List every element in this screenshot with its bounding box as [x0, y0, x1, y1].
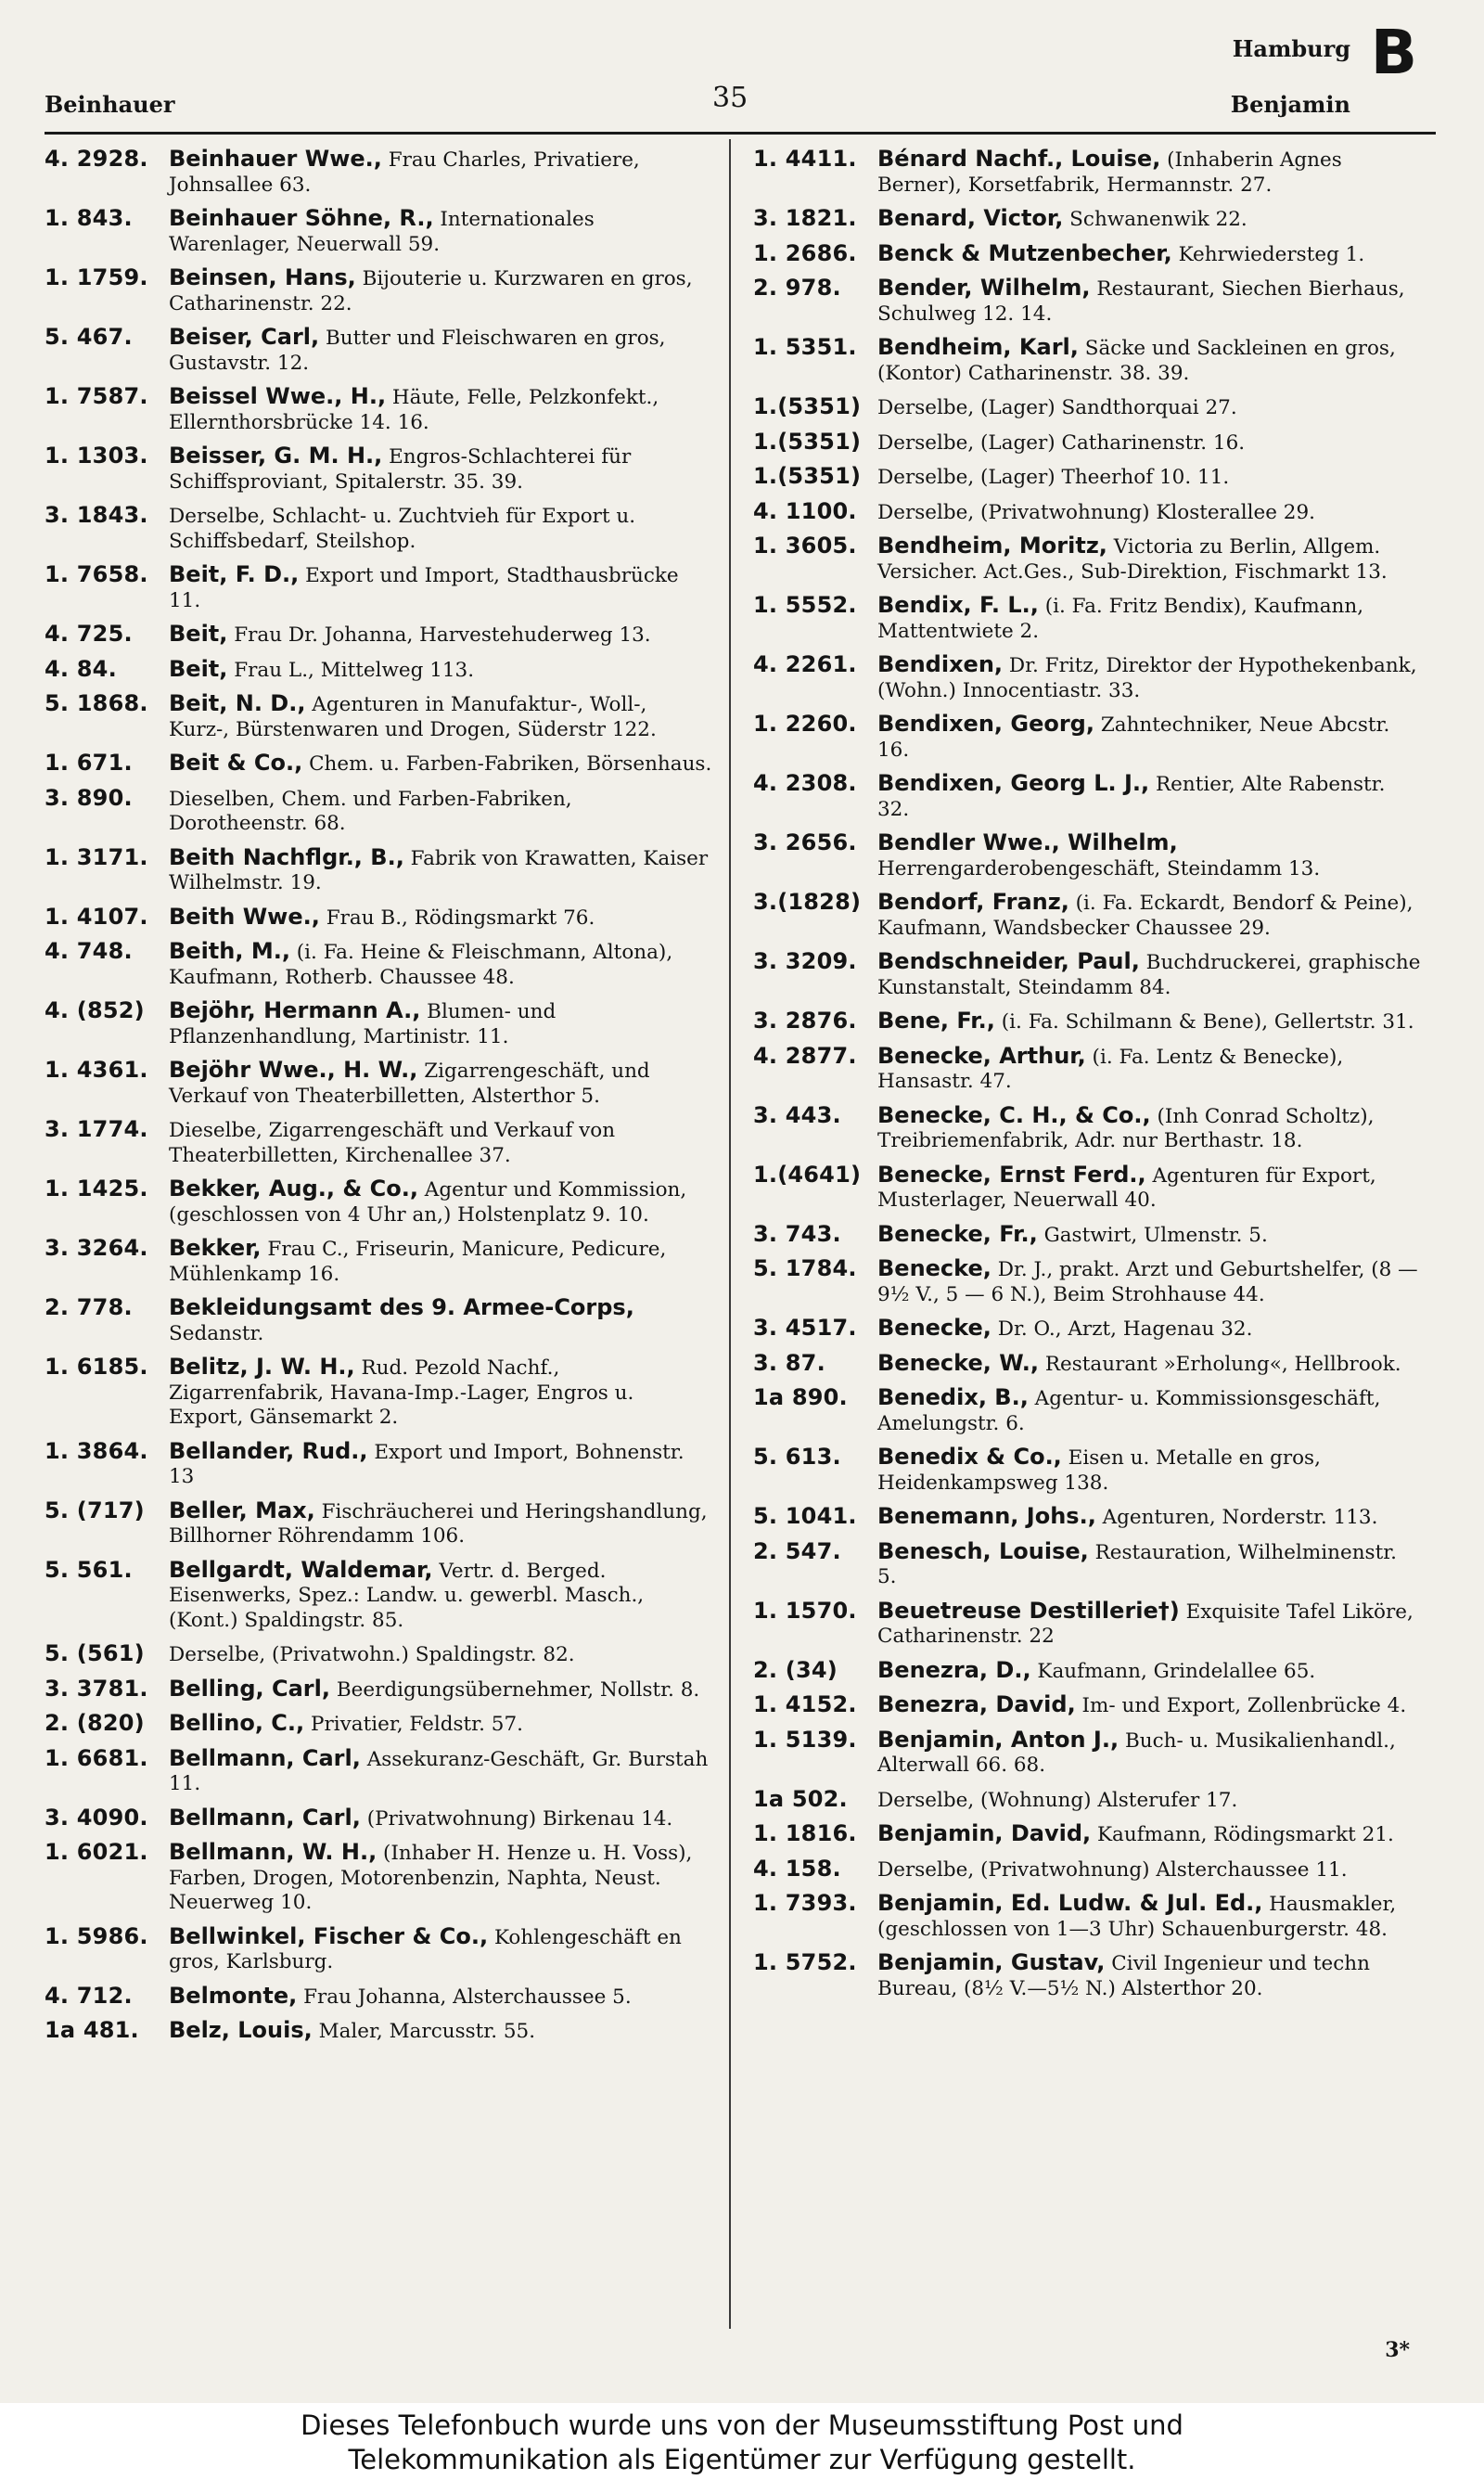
listing-entry [45, 147, 712, 198]
phone-number: 1. 4107. [45, 903, 148, 930]
phone-number: 1. 1303. [45, 443, 148, 469]
subscriber-details: Privatier, Feldstr. 57. [304, 1713, 523, 1736]
subscriber-name: Benecke, [877, 1315, 991, 1341]
listing-entry [45, 1236, 712, 1287]
subscriber-details: Herrengarderobengeschäft, Steindamm 13. [877, 856, 1321, 880]
subscriber-name: Belz, Louis, [169, 2017, 313, 2043]
subscriber-details: Derselbe, (Privatwohn.) Spaldingstr. 82. [169, 1643, 575, 1666]
subscriber-name: Benesch, Louise, [877, 1537, 1089, 1564]
column-divider [729, 139, 731, 2329]
subscriber-name: Bekleidungsamt des 9. Armee-Corps, [169, 1294, 634, 1320]
subscriber-details: Schwanenwik 22. [1063, 208, 1247, 231]
listing-entry [753, 652, 1421, 703]
subscriber-name: Bekker, Aug., & Co., [169, 1176, 418, 1201]
subscriber-details: Maler, Marcusstr. 55. [312, 2020, 536, 2043]
phone-number: 3. 4090. [45, 1804, 148, 1831]
subscriber-name: Benedix & Co., [877, 1444, 1062, 1470]
subscriber-details: Restaurant »Erholung«, Hellbrook. [1038, 1352, 1401, 1376]
listing-entry [753, 1009, 1421, 1035]
phone-number: 1. 5552. [753, 592, 857, 618]
phone-number: 1. 2260. [753, 711, 857, 737]
subscriber-name: Beinhauer Söhne, R., [169, 205, 434, 231]
subscriber-name: Beit, [169, 621, 228, 647]
listing-entry [45, 1058, 712, 1109]
listing-entry [753, 1599, 1421, 1650]
subscriber-name: Beith Wwe., [169, 903, 320, 930]
listing-entry [45, 1439, 712, 1490]
subscriber-details: Blumen- und Pflanzenhandlung, Martinistr. 11. [169, 1000, 556, 1048]
phone-number: 5. 1868. [45, 690, 148, 716]
phone-number: 4. 2877. [753, 1042, 857, 1069]
right-column [753, 147, 1421, 2010]
phone-number: 2. (34) [753, 1656, 838, 1683]
listing-entry [45, 1711, 712, 1738]
subscriber-name: Benecke, Ernst Ferd., [877, 1161, 1146, 1188]
subscriber-name: Bene, Fr., [877, 1008, 995, 1034]
listing-entry [45, 786, 712, 837]
listing-entry [753, 593, 1421, 644]
subscriber-details: Export und Import, Stadthausbrücke 11. [169, 564, 679, 612]
subscriber-name: Beit, [169, 655, 228, 682]
subscriber-details: Agentur- u. Kommissionsgeschäft, Amelungstr. 6. [877, 1387, 1381, 1435]
listing-entry [45, 691, 712, 742]
subscriber-details: Butter und Fleischwaren en gros, Gustavstr. 12. [169, 327, 666, 375]
listing-entry [45, 939, 712, 990]
subscriber-details: Säcke und Sackleinen en gros, (Kontor) Catharinenstr. 38. 39. [877, 337, 1396, 385]
subscriber-name: Benjamin, Gustav, [877, 1949, 1106, 1975]
phone-number: 1. 1759. [45, 264, 148, 290]
subscriber-details: (i. Fa. Schilmann & Bene), Gellertstr. 31. [994, 1010, 1414, 1034]
listing-entry [45, 845, 712, 896]
subscriber-details: Häute, Felle, Pelzkonfekt., Ellernthorsbrücke 14. 16. [169, 386, 659, 434]
subscriber-details: Derselbe, (Lager) Theerhof 10. 11. [877, 466, 1230, 489]
subscriber-name: Bellino, C., [169, 1710, 305, 1736]
subscriber-details: Restaurant, Siechen Bierhaus, Schulweg 12. 14. [877, 277, 1405, 326]
subscriber-details: Buchdruckerei, graphische Kunstanstalt, Steindamm 84. [877, 951, 1421, 999]
phone-number: 3. 1843. [45, 502, 148, 528]
phone-number: 4. (852) [45, 997, 145, 1023]
phone-number: 3. 3209. [753, 948, 857, 974]
phone-number: 2. (820) [45, 1710, 145, 1736]
subscriber-details: Derselbe, (Lager) Sandthorquai 27. [877, 396, 1237, 419]
subscriber-name: Benjamin, Anton J., [877, 1726, 1119, 1753]
listing-entry [45, 1498, 712, 1549]
subscriber-details: Export und Import, Bohnenstr. 13 [169, 1440, 684, 1488]
subscriber-name: Bendler Wwe., Wilhelm, [877, 829, 1178, 855]
header-letter: B [1370, 17, 1417, 88]
subscriber-details: Fischräucherei und Heringshandlung, Billhorner Röhrendamm 106. [169, 1499, 708, 1548]
phone-number: 1. 5139. [753, 1726, 857, 1753]
subscriber-details: Derselbe, (Privatwohnung) Klosterallee 29. [877, 500, 1315, 524]
subscriber-details: (Inhaber H. Henze u. H. Voss), Farben, Drogen, Motorenbenzin, Naphta, Neust. Neuerweg 10. [169, 1842, 693, 1914]
phone-number: 1. 3171. [45, 843, 148, 870]
listing-entry [753, 1787, 1421, 1814]
subscriber-name: Bellander, Rud., [169, 1437, 368, 1464]
subscriber-name: Bendixen, Georg, [877, 711, 1094, 737]
subscriber-name: Benecke, Arthur, [877, 1042, 1086, 1069]
subscriber-name: Benjamin, Ed. Ludw. & Jul. Ed., [877, 1890, 1263, 1916]
listing-entry [45, 622, 712, 649]
listing-entry [45, 562, 712, 613]
subscriber-name: Beit, N. D., [169, 690, 306, 716]
subscriber-name: Bendschneider, Paul, [877, 948, 1140, 974]
page-header [45, 17, 1436, 128]
subscriber-details: Agenturen in Manufaktur-, Woll-, Kurz-, Bürstenwaren und Drogen, Süderstr 122. [169, 693, 657, 741]
subscriber-details: Derselbe, (Lager) Catharinenstr. 16. [877, 430, 1246, 455]
listing-entry [753, 1692, 1421, 1719]
subscriber-details: Sedanstr. [169, 1321, 264, 1345]
subscriber-name: Bellmann, W. H., [169, 1839, 377, 1865]
phone-number: 3. 2656. [753, 829, 857, 855]
listing-entry [753, 464, 1421, 491]
listing-entry [753, 241, 1421, 268]
phone-number: 4. 748. [45, 938, 133, 964]
listing-entry [45, 905, 712, 932]
phone-number: 1. 6021. [45, 1839, 148, 1865]
subscriber-details: Im- und Export, Zollenbrücke 4. [1075, 1694, 1407, 1717]
subscriber-details: Assekuranz-Geschäft, Gr. Burstah 11. [169, 1747, 709, 1795]
listing-entry [45, 998, 712, 1049]
phone-number: 3. 890. [45, 784, 133, 811]
subscriber-details: Agenturen, Norderstr. 113. [1095, 1506, 1378, 1529]
subscriber-details: Dieselbe, Zigarrengeschäft und Verkauf von Theaterbilletten, Kirchenallee 37. [169, 1119, 616, 1167]
subscriber-details: Frau C., Friseurin, Manicure, Pedicure, Mühlenkamp 16. [169, 1238, 667, 1286]
subscriber-details: Victoria zu Berlin, Allgem. Versicher. Act.Ges., Sub-Direktion, Fischmarkt 13. [877, 535, 1388, 584]
phone-number: 3. 1774. [45, 1116, 148, 1142]
subscriber-details: Agenturen für Export, Musterlager, Neuerwall 40. [877, 1163, 1376, 1212]
subscriber-name: Bellwinkel, Fischer & Co., [169, 1922, 489, 1949]
listing-entry [45, 1558, 712, 1634]
listing-entry [753, 712, 1421, 763]
phone-number: 4. 2261. [753, 651, 857, 677]
listing-entry [753, 771, 1421, 822]
phone-number: 1. 5351. [753, 334, 857, 360]
listing-entry [753, 206, 1421, 233]
phone-number: 4. 1100. [753, 497, 857, 524]
subscriber-details: (i. Fa. Eckardt, Bendorf & Peine), Kaufmann, Wandsbecker Chaussee 29. [877, 892, 1414, 940]
subscriber-details: Rud. Pezold Nachf., Zigarrenfabrik, Havana-Imp.-Lager, Engros u. Export, Gänsemarkt 2. [169, 1356, 634, 1429]
subscriber-name: Beit & Co., [169, 750, 303, 776]
listing-entry [753, 335, 1421, 386]
listing-entry [753, 1351, 1421, 1378]
phone-number: 2. 547. [753, 1537, 841, 1564]
attribution-line-2: Telekommunikation als Eigentümer zur Verfügung gestellt. [348, 2444, 1136, 2475]
listing-entry [753, 1163, 1421, 1214]
subscriber-name: Bellgardt, Waldemar, [169, 1556, 433, 1583]
listing-entry [753, 1256, 1421, 1307]
listing-entry [45, 1924, 712, 1975]
subscriber-name: Benard, Victor, [877, 205, 1064, 231]
header-left-keyword: Beinhauer [45, 91, 175, 118]
subscriber-details: Vertr. d. Berged. Eisenwerks, Spez.: Landw. u. gewerbl. Masch., (Kont.) Spaldingstr. 85. [169, 1559, 645, 1632]
subscriber-details: Derselbe, Schlacht- u. Zuchtvieh für Export u. Schiffsbedarf, Steilshop. [169, 505, 636, 553]
listing-entry [753, 147, 1421, 198]
phone-number: 1.(4641) [753, 1161, 862, 1188]
listing-entry [753, 499, 1421, 526]
listing-entry [753, 430, 1421, 456]
listing-entry [45, 1746, 712, 1797]
phone-number: 4. 725. [45, 621, 133, 647]
phone-number: 1. 7658. [45, 561, 148, 587]
subscriber-name: Benezra, D., [877, 1656, 1031, 1683]
listing-entry [753, 1857, 1421, 1883]
subscriber-name: Benjamin, David, [877, 1820, 1092, 1846]
listing-entry [45, 751, 712, 777]
subscriber-name: Bénard Nachf., Louise, [877, 146, 1161, 172]
subscriber-name: Beissel Wwe., H., [169, 383, 387, 409]
subscriber-details: Dr. J., prakt. Arzt und Geburtshelfer, (8 — 9½ V., 5 — 6 N.), Beim Strohhause 44. [877, 1258, 1418, 1306]
subscriber-name: Bekker, [169, 1235, 262, 1261]
left-column [45, 147, 712, 2053]
subscriber-name: Benecke, W., [877, 1349, 1039, 1376]
subscriber-details: Kehrwiedersteg 1. [1171, 242, 1365, 266]
subscriber-details: Frau Charles, Privatiere, Johnsallee 63. [169, 148, 640, 197]
subscriber-name: Beisser, G. M. H., [169, 443, 383, 469]
subscriber-details: Agentur und Kommission, (geschlossen von 4 Uhr an,) Holstenplatz 9. 10. [169, 1178, 687, 1227]
listing-entry [45, 1117, 712, 1168]
listing-entry [45, 1840, 712, 1916]
subscriber-name: Benemann, Johs., [877, 1503, 1096, 1529]
subscriber-details: (Inh Conrad Scholtz), Treibriemenfabrik, Adr. nur Berthastr. 18. [877, 1104, 1375, 1152]
listing-entry [45, 2018, 712, 2045]
subscriber-details: Frau Johanna, Alsterchaussee 5. [297, 1985, 632, 2009]
subscriber-details: (Inhaberin Agnes Berner), Korsetfabrik, Hermannstr. 27. [877, 148, 1342, 197]
phone-number: 3. 87. [753, 1349, 825, 1376]
phone-number: 5. 561. [45, 1556, 133, 1583]
subscriber-details: Fabrik von Krawatten, Kaiser Wilhelmstr. 19. [169, 846, 709, 894]
listing-entry [753, 1044, 1421, 1095]
phone-number: 5. 613. [753, 1444, 841, 1470]
phone-number: 1.(5351) [753, 393, 862, 419]
listing-entry [753, 394, 1421, 421]
subscriber-details: Dr. Fritz, Direktor der Hypothekenbank, (Wohn.) Innocentiastr. 33. [877, 654, 1417, 702]
phone-number: 5. 467. [45, 324, 133, 350]
listing-entry [45, 503, 712, 554]
listing-entry [753, 1539, 1421, 1590]
phone-number: 1. 5752. [753, 1949, 857, 1975]
phone-number: 4. 84. [45, 655, 117, 682]
subscriber-details: Engros-Schlachterei für Schiffsproviant, Spitalerstr. 35. 39. [169, 445, 632, 494]
phone-number: 3. 3264. [45, 1235, 148, 1261]
phone-number: 1. 7587. [45, 383, 148, 409]
subscriber-name: Beith Nachflgr., B., [169, 843, 404, 870]
phone-number: 1. 2686. [753, 239, 857, 266]
listing-entry [45, 325, 712, 376]
header-rule [45, 132, 1436, 135]
subscriber-details: Derselbe, (Wohnung) Alsterufer 17. [877, 1788, 1238, 1812]
listing-entry [45, 206, 712, 257]
phone-number: 1a 481. [45, 2017, 139, 2043]
subscriber-name: Benecke, [877, 1255, 991, 1281]
phone-number: 5. (561) [45, 1640, 145, 1666]
header-city: Hamburg [1232, 35, 1350, 62]
attribution-footer [0, 2403, 1484, 2480]
phone-number: 4. 2928. [45, 146, 148, 172]
phone-number: 1.(5351) [753, 463, 862, 489]
subscriber-name: Benezra, David, [877, 1691, 1076, 1717]
listing-entry [753, 533, 1421, 585]
subscriber-name: Belitz, J. W. H., [169, 1354, 355, 1380]
listing-entry [45, 1295, 712, 1346]
phone-number: 1. 3605. [753, 533, 857, 559]
subscriber-details: Dr. O., Arzt, Hagenau 32. [991, 1317, 1253, 1341]
phone-number: 4. 712. [45, 1982, 133, 2009]
phone-number: 1. 4361. [45, 1057, 148, 1083]
phone-number: 1. 6185. [45, 1354, 148, 1380]
subscriber-name: Benedix, B., [877, 1384, 1029, 1410]
phone-number: 5. (717) [45, 1497, 145, 1523]
subscriber-details: Beerdigungsübernehmer, Nollstr. 8. [329, 1677, 700, 1702]
subscriber-details: Zahntechniker, Neue Abcstr. 16. [877, 713, 1390, 762]
subscriber-details: Eisen u. Metalle en gros, Heidenkampsweg 138. [877, 1446, 1321, 1495]
subscriber-name: Beuetreuse Destillerie†) [877, 1597, 1180, 1624]
subscriber-details: Civil Ingenieur und techn Bureau, (8½ V.—5½ N.) Alsterthor 20. [877, 1952, 1370, 2000]
subscriber-name: Benck & Mutzenbecher, [877, 239, 1172, 266]
subscriber-details: Zigarrengeschäft, und Verkauf von Theaterbilletten, Alsterthor 5. [169, 1060, 650, 1108]
subscriber-details: Exquisite Tafel Liköre, Catharinenstr. 22 [877, 1600, 1414, 1648]
phone-number: 1a 890. [753, 1384, 848, 1410]
phone-number: 4. 2308. [753, 770, 857, 796]
listing-entry [45, 1677, 712, 1703]
subscriber-details: Dieselben, Chem. und Farben-Fabriken, Dorotheenstr. 68. [169, 787, 572, 835]
page-number: 35 [712, 82, 748, 114]
subscriber-details: Frau B., Rödingsmarkt 76. [319, 906, 595, 930]
phone-number: 1. 1816. [753, 1820, 857, 1846]
subscriber-details: Kaufmann, Grindelallee 65. [1030, 1659, 1316, 1683]
subscriber-details: Kaufmann, Rödingsmarkt 21. [1091, 1823, 1394, 1846]
listing-entry [753, 949, 1421, 1000]
subscriber-name: Benecke, Fr., [877, 1220, 1038, 1247]
listing-entry [753, 1504, 1421, 1531]
subscriber-name: Bendheim, Moritz, [877, 533, 1107, 559]
phone-number: 3. 743. [753, 1220, 841, 1247]
phone-number: 3. 2876. [753, 1008, 857, 1034]
subscriber-details: Bijouterie u. Kurzwaren en gros, Catharinenstr. 22. [169, 267, 693, 315]
listing-entry [45, 657, 712, 684]
listing-entry [753, 1891, 1421, 1942]
listing-entry [753, 1103, 1421, 1154]
subscriber-name: Beit, F. D., [169, 561, 300, 587]
subscriber-details: Kohlengeschäft en gros, Karlsburg. [169, 1925, 682, 1973]
listing-entry [753, 1316, 1421, 1343]
subscriber-details: Derselbe, (Privatwohnung) Alsterchaussee 11. [877, 1857, 1348, 1882]
phone-number: 2. 778. [45, 1294, 133, 1320]
subscriber-name: Bendheim, Karl, [877, 334, 1079, 360]
listing-entry [753, 890, 1421, 941]
subscriber-name: Belling, Carl, [169, 1675, 330, 1702]
listing-entry [753, 276, 1421, 327]
subscriber-name: Bendixen, [877, 651, 1004, 677]
phone-number: 3. 443. [753, 1101, 841, 1128]
subscriber-name: Bellmann, Carl, [169, 1744, 361, 1771]
listing-entry [753, 1658, 1421, 1685]
listing-entry [753, 1950, 1421, 2001]
phone-number: 1. 1570. [753, 1597, 857, 1624]
signature-mark: 3* [1385, 2338, 1410, 2362]
listing-entry [45, 443, 712, 495]
subscriber-details: Buch- u. Musikalienhandl., Alterwall 66. 68. [877, 1728, 1396, 1777]
subscriber-name: Beinsen, Hans, [169, 264, 356, 290]
subscriber-name: Bendixen, Georg L. J., [877, 770, 1150, 796]
subscriber-name: Beith, M., [169, 938, 290, 964]
subscriber-details: Frau L., Mittelweg 113. [227, 658, 475, 682]
subscriber-name: Belmonte, [169, 1982, 298, 2009]
phone-number: 3. 3781. [45, 1675, 148, 1702]
subscriber-name: Beller, Max, [169, 1497, 315, 1523]
phone-number: 1a 502. [753, 1785, 848, 1812]
listing-entry [45, 1355, 712, 1431]
subscriber-name: Bejöhr Wwe., H. W., [169, 1057, 418, 1083]
subscriber-details: Rentier, Alte Rabenstr. 32. [877, 773, 1386, 821]
phone-number: 5. 1784. [753, 1255, 857, 1281]
listing-entry [45, 1641, 712, 1668]
phone-number: 1. 1425. [45, 1176, 148, 1201]
listing-entry [753, 1222, 1421, 1249]
listing-entry [753, 1821, 1421, 1848]
subscriber-name: Benecke, C. H., & Co., [877, 1101, 1151, 1128]
listing-entry [45, 1805, 712, 1832]
phone-number: 4. 158. [753, 1855, 841, 1882]
subscriber-details: Hausmakler, (geschlossen von 1—3 Uhr) Schauenburgerstr. 48. [877, 1893, 1397, 1941]
subscriber-name: Beiser, Carl, [169, 324, 320, 350]
subscriber-name: Bellmann, Carl, [169, 1804, 361, 1831]
subscriber-details: Chem. u. Farben-Fabriken, Börsenhaus. [302, 752, 712, 776]
phone-number: 1. 843. [45, 205, 133, 231]
listing-entry [753, 1385, 1421, 1436]
subscriber-details: Frau Dr. Johanna, Harvestehuderweg 13. [227, 623, 651, 647]
subscriber-details: Restauration, Wilhelminenstr. 5. [877, 1540, 1397, 1588]
subscriber-name: Bejöhr, Hermann A., [169, 997, 421, 1023]
phone-number: 3. 4517. [753, 1315, 857, 1341]
subscriber-details: Internationales Warenlager, Neuerwall 59. [169, 208, 595, 256]
phone-number: 1. 4152. [753, 1691, 857, 1717]
attribution-line-1: Dieses Telefonbuch wurde uns von der Museumsstiftung Post und [301, 2409, 1183, 2441]
phone-number: 1. 4411. [753, 146, 857, 172]
phone-number: 1. 5986. [45, 1922, 148, 1949]
phone-number: 3. 1821. [753, 205, 857, 231]
phone-number: 2. 978. [753, 275, 841, 301]
phone-number: 1.(5351) [753, 428, 862, 455]
subscriber-name: Bendorf, Franz, [877, 889, 1069, 915]
listing-entry [45, 1176, 712, 1227]
subscriber-details: (i. Fa. Lentz & Benecke), Hansastr. 47. [877, 1045, 1344, 1093]
subscriber-name: Beinhauer Wwe., [169, 146, 382, 172]
phone-number: 5. 1041. [753, 1503, 857, 1529]
listing-entry [45, 265, 712, 316]
header-right-keyword: Benjamin [1230, 91, 1350, 118]
listing-entry [45, 384, 712, 435]
phone-number: 1. 7393. [753, 1890, 857, 1916]
subscriber-details: Gastwirt, Ulmenstr. 5. [1037, 1223, 1268, 1247]
listing-entry [45, 1984, 712, 2011]
subscriber-details: (Privatwohnung) Birkenau 14. [360, 1806, 673, 1831]
phone-number: 1. 3864. [45, 1437, 148, 1464]
phone-number: 1. 6681. [45, 1744, 148, 1771]
subscriber-details: (i. Fa. Fritz Bendix), Kaufmann, Mattentwiete 2. [877, 595, 1364, 643]
phone-number: 3.(1828) [753, 889, 862, 915]
listing-entry [753, 1445, 1421, 1496]
subscriber-name: Bender, Wilhelm, [877, 275, 1091, 301]
phone-number: 1. 671. [45, 750, 133, 776]
listing-entry [753, 830, 1421, 881]
subscriber-details: (i. Fa. Heine & Fleischmann, Altona), Kaufmann, Rotherb. Chaussee 48. [169, 941, 673, 989]
subscriber-name: Bendix, F. L., [877, 592, 1039, 618]
listing-entry [753, 1728, 1421, 1779]
